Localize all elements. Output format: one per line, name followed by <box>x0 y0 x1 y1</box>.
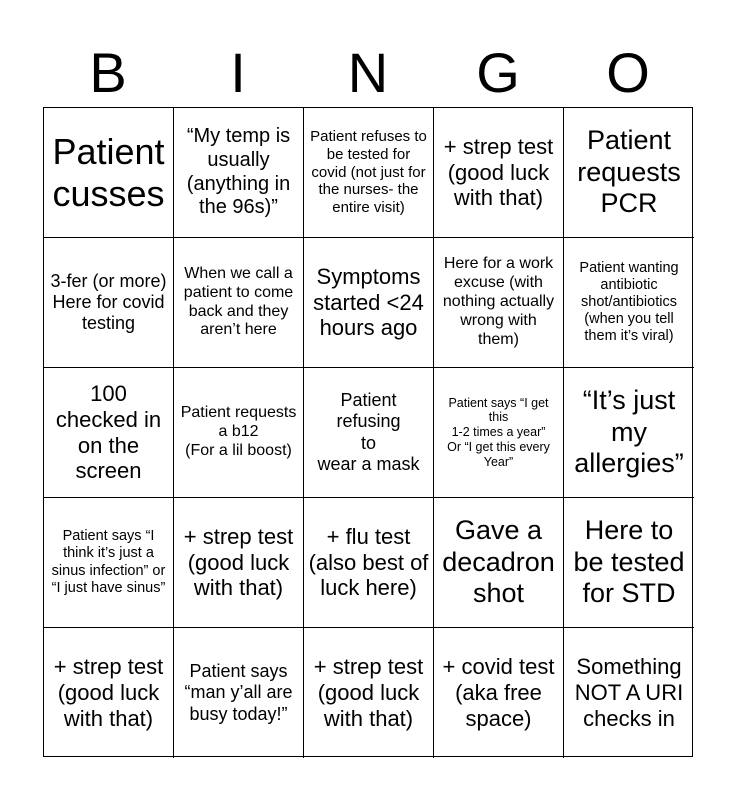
bingo-cell[interactable]: 100 checked in on the screen <box>44 368 174 498</box>
header-letter-g: G <box>476 41 520 104</box>
bingo-cell[interactable]: Patient says “I think it’s just a sinus infection” or “I just have sinus” <box>44 498 174 628</box>
bingo-cell[interactable]: 3-fer (or more) Here for covid testing <box>44 238 174 368</box>
bingo-cell[interactable]: + strep test (good luck with that) <box>434 108 564 238</box>
bingo-cell[interactable]: + flu test (also best of luck here) <box>304 498 434 628</box>
bingo-cell[interactable]: Patient refusing to wear a mask <box>304 368 434 498</box>
header-letter-o: O <box>606 41 650 104</box>
bingo-cell[interactable]: + covid test (aka free space) <box>434 628 564 758</box>
bingo-header <box>43 40 693 106</box>
bingo-cell[interactable]: Patient refuses to be tested for covid (not just for the nurses- the entire visit) <box>304 108 434 238</box>
bingo-cell[interactable]: “It’s just my allergies” <box>564 368 694 498</box>
bingo-cell[interactable]: Here for a work excuse (with nothing actually wrong with them) <box>434 238 564 368</box>
bingo-grid <box>43 107 693 757</box>
bingo-cell[interactable]: Patient requests a b12 (For a lil boost) <box>174 368 304 498</box>
bingo-cell[interactable]: Patient wanting antibiotic shot/antibiotics (when you tell them it’s viral) <box>564 238 694 368</box>
bingo-cell[interactable]: “My temp is usually (anything in the 96s)” <box>174 108 304 238</box>
bingo-cell[interactable]: + strep test (good luck with that) <box>174 498 304 628</box>
bingo-cell[interactable]: Here to be tested for STD <box>564 498 694 628</box>
bingo-cell[interactable]: + strep test (good luck with that) <box>44 628 174 758</box>
bingo-cell[interactable]: Patient says “man y’all are busy today!” <box>174 628 304 758</box>
header-letter-n: N <box>347 41 389 104</box>
header-letter-i: I <box>230 41 246 104</box>
bingo-cell[interactable]: Something NOT A URI checks in <box>574 654 684 731</box>
bingo-cell[interactable]: Patient requests PCR <box>564 108 694 238</box>
bingo-cell[interactable]: Symptoms started <24 hours ago <box>304 238 434 368</box>
bingo-cell[interactable]: Patient says “I get this 1-2 times a year” Or “I get this every Year” <box>434 368 564 498</box>
bingo-cell[interactable]: Gave a decadron shot <box>434 498 564 628</box>
bingo-cell[interactable]: + strep test (good luck with that) <box>304 628 434 758</box>
header-letter-b: B <box>89 41 127 104</box>
bingo-cell[interactable]: Patient cusses <box>44 108 174 238</box>
bingo-cell[interactable]: When we call a patient to come back and they aren’t here <box>174 238 304 368</box>
